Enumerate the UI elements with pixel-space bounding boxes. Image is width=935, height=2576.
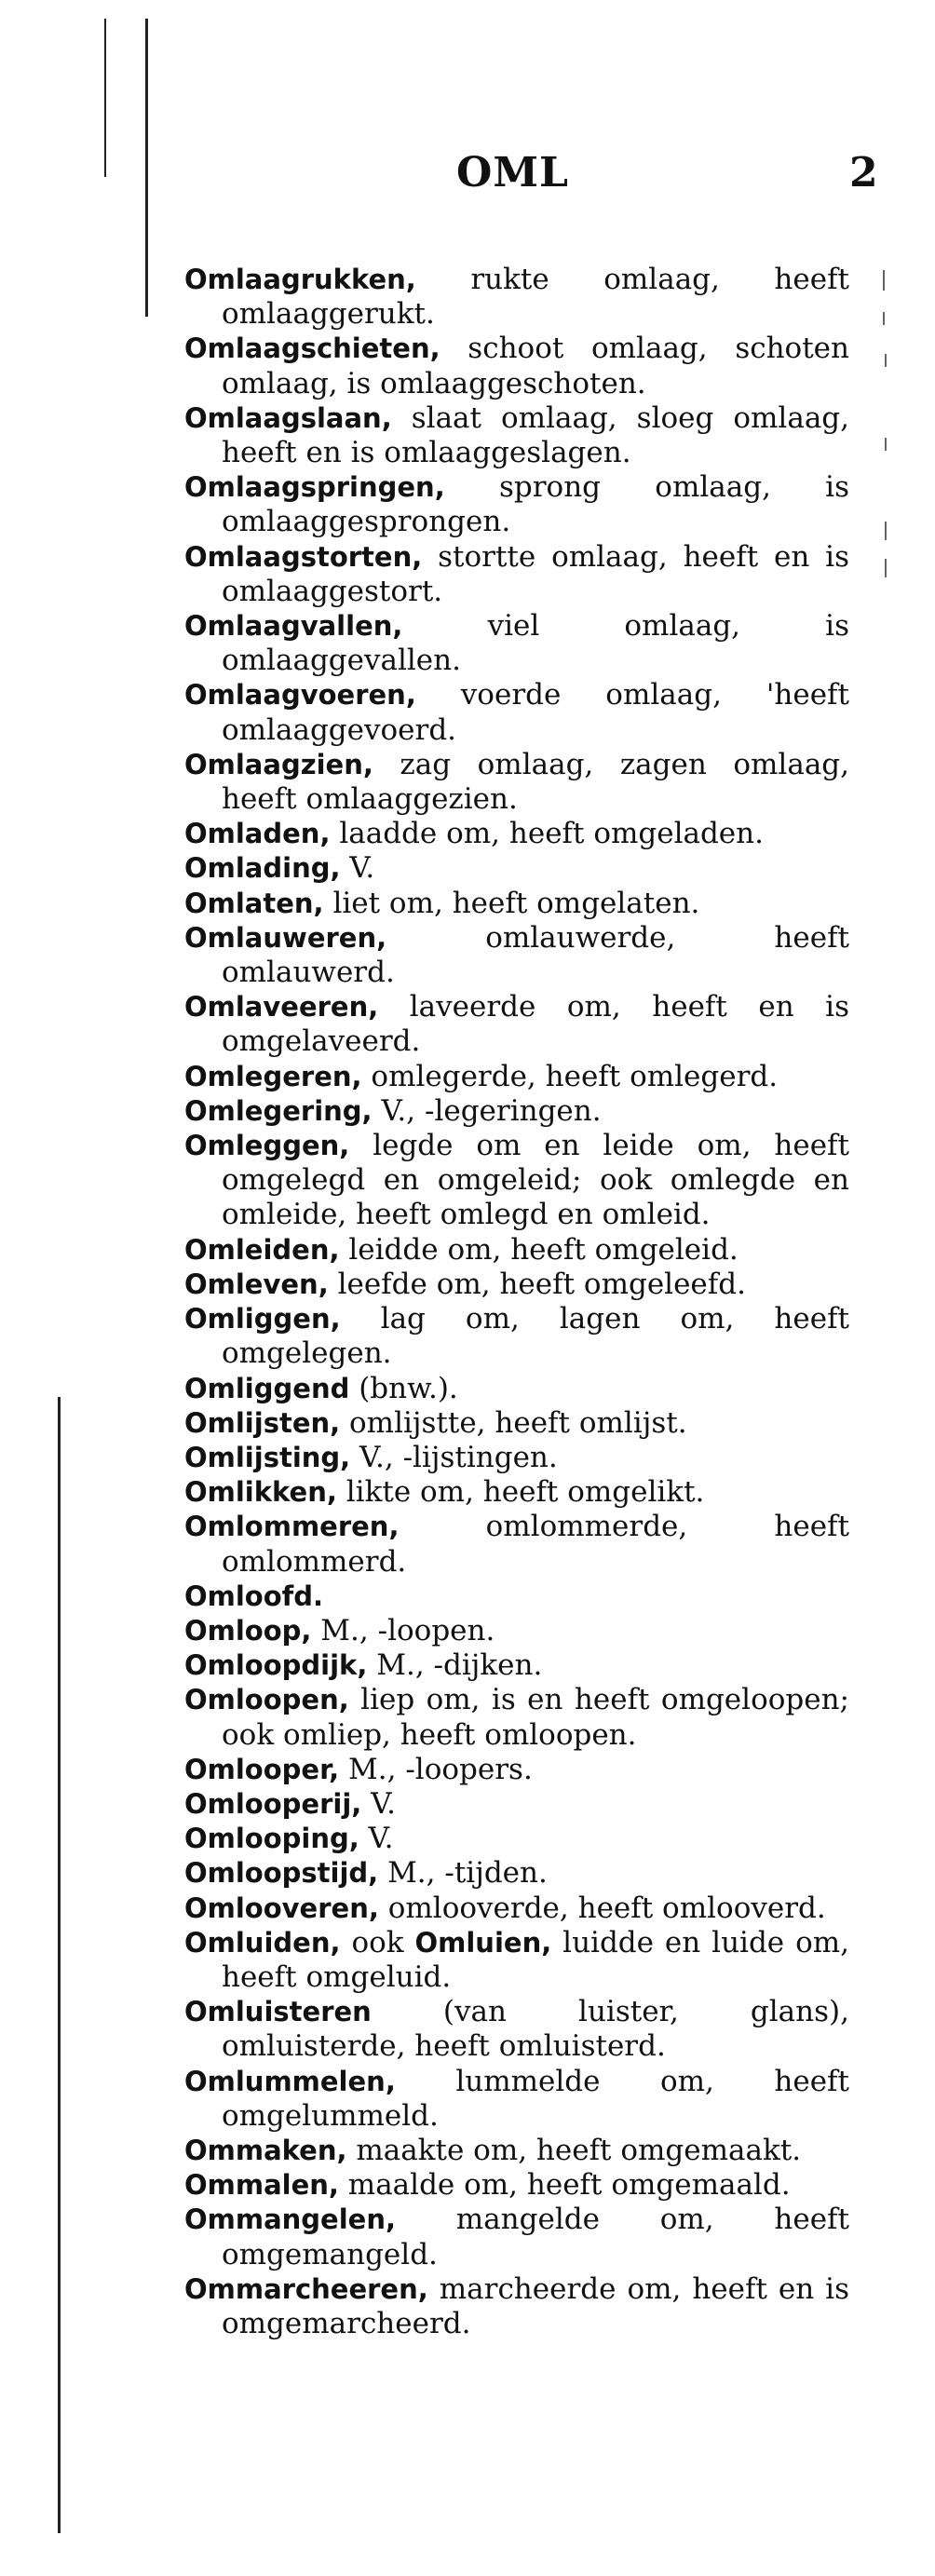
dictionary-entry — [184, 1372, 849, 1406]
entry-definition: omlijstte, heeft omlijst. — [349, 1405, 687, 1440]
entry-headword: Omloopen, — [184, 1684, 349, 1716]
entry-headword: Omloofd. — [184, 1579, 324, 1612]
dictionary-entry — [184, 1579, 849, 1614]
entry-definition: M., -tijden. — [387, 1856, 548, 1891]
entry-headword: Omlegeren, — [184, 1060, 362, 1092]
dictionary-entry — [184, 1406, 849, 1441]
entry-headword: Ommarcheeren, — [184, 2272, 428, 2305]
entry-definition: legde om en leide om, heeft omgelegd en omgeleid; ook omlegde en omleide, heeft omlegd en omleid. — [222, 1129, 849, 1232]
entry-definition: M., -loopen. — [320, 1613, 495, 1647]
entry-headword: Omleven, — [184, 1268, 329, 1300]
entry-list — [184, 263, 849, 2341]
entry-definition: (bnw.). — [359, 1371, 458, 1405]
entry-headword: Ommangelen, — [184, 2203, 397, 2236]
entry-definition: ook — [351, 1925, 404, 1959]
page-title: OML — [456, 149, 569, 197]
entry-definition: leefde om, heeft omgeleefd. — [337, 1267, 746, 1301]
page-number: 2 — [849, 149, 878, 197]
entry-definition: omlommerde, heeft omlommerd. — [222, 1510, 849, 1579]
entry-headword: Omlooping, — [184, 1823, 359, 1855]
dictionary-entry — [184, 1614, 849, 1648]
entry-headword: Omlaagstorten, — [184, 540, 423, 573]
dictionary-entry — [184, 2065, 849, 2134]
entry-headword: Omlikken, — [184, 1476, 337, 1509]
entry-definition: M., -dijken. — [376, 1648, 543, 1683]
entry-headword: Omlaagzien, — [184, 748, 373, 780]
right-margin-mark — [883, 312, 885, 325]
entry-headword: Omlommeren, — [184, 1511, 400, 1543]
entry-headword: Omlooper, — [184, 1753, 340, 1785]
entry-headword: Omlooperij, — [184, 1787, 362, 1820]
entry-definition: viel omlaag, is omlaaggevallen. — [222, 609, 850, 678]
binding-edge-line — [58, 1397, 61, 2533]
entry-headword: Omlaveeren, — [184, 991, 379, 1024]
entry-headword: Omleiden, — [184, 1233, 340, 1266]
entry-headword: Omloopstijd, — [184, 1857, 379, 1890]
dictionary-entry — [184, 2272, 849, 2341]
entry-definition: maalde om, heeft omgemaald. — [347, 2168, 791, 2203]
entry-definition: (van luister, glans), omluisterde, heeft omluisterd. — [222, 1995, 849, 2064]
dictionary-entry — [184, 1891, 849, 1926]
entry-definition: schoot omlaag, schoten omlaag, is omlaaggeschoten. — [222, 332, 849, 400]
entry-definition: V., -lijstingen. — [359, 1440, 558, 1474]
entry-headword: Omloopdijk, — [184, 1649, 368, 1682]
entry-definition: voerde omlaag, 'heeft omlaaggevoerd. — [222, 678, 849, 747]
entry-headword: Omladen, — [184, 818, 331, 850]
entry-headword: Omlaagslaan, — [184, 401, 392, 434]
entry-headword: Omlaagvoeren, — [184, 679, 416, 712]
dictionary-entry — [184, 1926, 849, 1995]
dictionary-entry — [184, 1787, 849, 1822]
entry-headword: Omluisteren — [184, 1996, 372, 2028]
entry-headword: Ommalen, — [184, 2169, 339, 2202]
dictionary-entry — [184, 1995, 849, 2064]
dictionary-entry — [184, 1510, 849, 1579]
dictionary-entry — [184, 1683, 849, 1752]
dictionary-entry — [184, 921, 849, 990]
entry-headword: Omliggen, — [184, 1303, 341, 1335]
entry-definition: M., -loopers. — [348, 1752, 533, 1786]
entry-definition: lummelde om, heeft omgelummeld. — [222, 2064, 849, 2133]
right-margin-mark — [883, 270, 885, 291]
entry-definition: omlooverde, heeft omlooverd. — [387, 1891, 826, 1925]
dictionary-entry — [184, 263, 849, 332]
entry-headword: Omlijsting, — [184, 1441, 351, 1473]
dictionary-entry — [184, 990, 849, 1059]
dictionary-entry — [184, 1268, 849, 1302]
entry-definition: maakte om, heeft omgemaakt. — [356, 2133, 802, 2167]
dictionary-entry — [184, 2134, 849, 2168]
entry-headword: Omlading, — [184, 852, 341, 885]
entry-headword: Omloop, — [184, 1614, 312, 1647]
entry-headword: Omlauweren, — [184, 921, 387, 954]
entry-headword: Omlegering, — [184, 1094, 373, 1127]
entry-headword: Omleggen, — [184, 1130, 350, 1162]
entry-definition: sprong omlaag, is omlaaggesprongen. — [222, 470, 849, 539]
entry-definition: zag omlaag, zagen omlaag, heeft omlaaggezien. — [222, 747, 849, 817]
entry-definition: omlegerde, heeft omlegerd. — [371, 1059, 779, 1093]
entry-definition: lag om, lagen om, heeft omgelegen. — [222, 1302, 850, 1371]
dictionary-entry — [184, 1302, 849, 1371]
dictionary-entry — [184, 540, 849, 609]
entry-headword: Omlaagvallen, — [184, 610, 403, 643]
entry-definition: omlauwerde, heeft omlauwerd. — [222, 920, 849, 990]
dictionary-entry — [184, 401, 849, 470]
dictionary-entry — [184, 1233, 849, 1268]
dictionary-entry — [184, 470, 849, 539]
right-margin-mark — [885, 354, 887, 367]
entry-definition: marcheerde om, heeft en is omgemarcheerd. — [222, 2271, 849, 2340]
entry-headword-variant: Omluien, — [414, 1926, 552, 1959]
dictionary-entry — [184, 2168, 849, 2203]
entry-definition: laveerde om, heeft en is omgelaveerd. — [222, 990, 849, 1059]
page-header — [0, 149, 935, 205]
dictionary-entry — [184, 1648, 849, 1683]
entry-headword: Omlaagschieten, — [184, 332, 440, 365]
entry-definition: laadde om, heeft omgeladen. — [339, 817, 764, 851]
dictionary-entry — [184, 1753, 849, 1787]
entry-definition: liep om, is en heeft omgeloopen; ook omliep, heeft omloopen. — [222, 1683, 849, 1752]
dictionary-entry — [184, 851, 849, 886]
entry-headword: Omlaagspringen, — [184, 471, 445, 504]
entry-definition: likte om, heeft omgelikt. — [346, 1475, 705, 1510]
entry-definition: leidde om, heeft omgeleid. — [348, 1232, 739, 1267]
dictionary-entry — [184, 1094, 849, 1129]
dictionary-entry — [184, 609, 849, 678]
entry-definition: slaat omlaag, sloeg omlaag, heeft en is omlaaggeslagen. — [222, 400, 849, 470]
entry-definition: rukte omlaag, heeft omlaaggerukt. — [222, 263, 849, 332]
entry-definition: stortte omlaag, heeft en is omlaaggestort. — [222, 539, 849, 608]
right-margin-mark — [885, 559, 887, 577]
entry-headword: Omlooveren, — [184, 1891, 379, 1924]
entry-headword: Omluiden, — [184, 1926, 341, 1959]
right-margin-mark — [885, 438, 887, 451]
entry-headword: Omlijsten, — [184, 1406, 341, 1439]
dictionary-entry — [184, 1129, 849, 1233]
dictionary-entry — [184, 678, 849, 747]
entry-definition: V. — [371, 1786, 396, 1821]
dictionary-entry — [184, 2203, 849, 2271]
entry-definition: V. — [368, 1822, 394, 1856]
dictionary-entry — [184, 1060, 849, 1094]
dictionary-entry — [184, 332, 849, 400]
dictionary-entry — [184, 1856, 849, 1891]
right-margin-mark — [885, 522, 887, 540]
entry-definition: liet om, heeft omgelaten. — [332, 886, 700, 920]
entry-headword: Omlummelen, — [184, 2065, 396, 2097]
entry-headword: Omlaten, — [184, 887, 324, 919]
dictionary-entry — [184, 748, 849, 817]
dictionary-entry — [184, 817, 849, 851]
entry-headword: Omlaagrukken, — [184, 264, 416, 295]
dictionary-entry — [184, 1822, 849, 1856]
dictionary-entry — [184, 1441, 849, 1475]
entry-headword: Ommaken, — [184, 2134, 347, 2166]
entry-headword: Omliggend — [184, 1372, 350, 1404]
dictionary-entry — [184, 1475, 849, 1510]
entry-definition: mangelde om, heeft omgemangeld. — [222, 2203, 849, 2271]
entry-definition: luidde en luide om, heeft omgeluid. — [222, 1925, 849, 1994]
dictionary-entry — [184, 887, 849, 921]
entry-definition: V. — [349, 851, 375, 886]
entry-definition: V., -legeringen. — [381, 1093, 602, 1128]
